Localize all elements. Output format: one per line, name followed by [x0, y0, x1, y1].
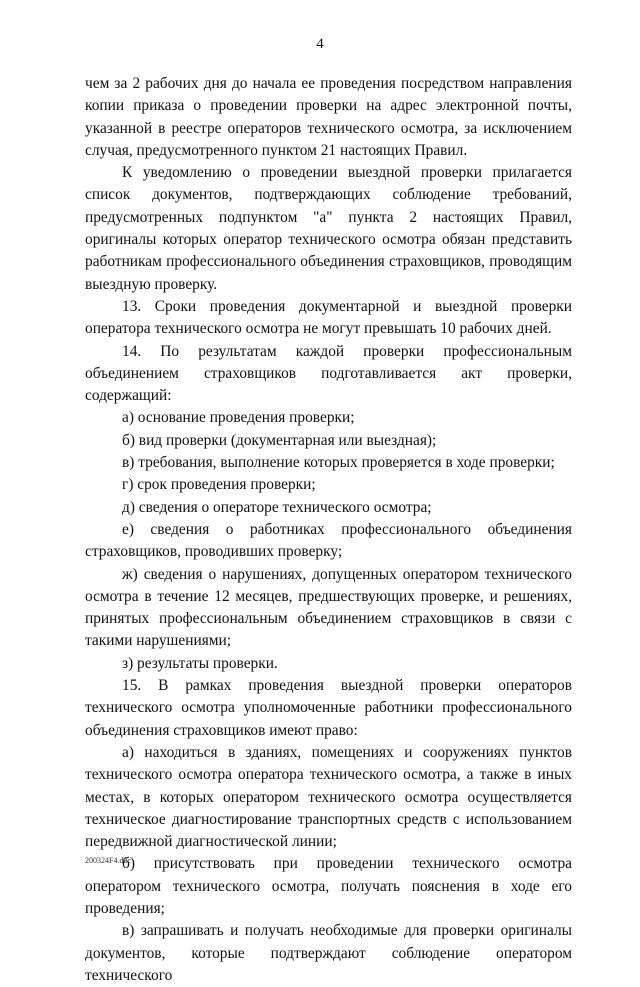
list-item-v: в) требования, выполнение которых проверяется в ходе проверки; — [122, 454, 555, 472]
list-item-a: а) основание проведения проверки; — [122, 409, 355, 427]
paragraph-13-terms: 13. Сроки проведения документарной и выездной проверки оператора технического осмотра не могут превышать 10 рабочих дней. — [85, 297, 572, 338]
paragraph-14-act: 14. По результатам каждой проверки профессиональным объединением страховщиков подготавливается акт проверки, содержащий: — [85, 342, 572, 405]
list-item-z: з) результаты проверки. — [122, 654, 278, 672]
paragraph-continuation: чем за 2 рабочих дня до начала ее проведения посредством направления копии приказа о проведении проверки на адрес электронной почты, указанной в реестре операторов технического осмотра, за исключением случая, предусмотренного пунктом 21 настоящих Правил. — [85, 75, 572, 159]
paragraph-attachment-list: К уведомлению о проведении выездной проверки прилагается список документов, подтверждающих соблюдение требований, предусмотренных подпунктом "а" пункта 2 настоящих Правил, оригиналы которых оператор технического осмотра обязан представить работникам профессионального объединения страховщиков, проводящим выездную проверку. — [85, 164, 572, 293]
rights-item-a: а) находиться в зданиях, помещениях и сооружениях пунктов технического осмотра оператора технического осмотра, а также в иных местах, в которых оператором технического осмотра осуществляется техническое диагностирование транспортных средств с использованием передвижной диагностической линии; — [85, 743, 572, 851]
file-name-footer: 200324F4.doc — [85, 856, 131, 865]
list-item-e: е) сведения о работниках профессионального объединения страховщиков, проводивших проверку; — [85, 520, 572, 561]
rights-item-v: в) запрашивать и получать необходимые для проверки оригиналы документов, которые подтверждают соблюдение оператором технического — [85, 922, 572, 984]
rights-item-b: б) присутствовать при проведении технического осмотра оператором технического осмотра, получать пояснения в ходе его проведения; — [85, 855, 572, 917]
list-item-zh: ж) сведения о нарушениях, допущенных оператором технического осмотра в течение 12 месяцев, предшествующих проверке, и решениях, принятых профессиональным объединением страховщиков в связи с такими нарушениями; — [85, 565, 572, 650]
list-item-g: г) срок проведения проверки; — [122, 476, 316, 494]
document-body — [85, 73, 572, 987]
paragraph-15-rights: 15. В рамках проведения выездной проверки операторов технического осмотра уполномоченные работники профессионального объединения страховщиков имеют право: — [85, 677, 572, 739]
list-item-b: б) вид проверки (документарная или выездная); — [122, 431, 437, 449]
page-number: 4 — [316, 36, 324, 52]
list-item-d: д) сведения о операторе технического осмотра; — [122, 498, 432, 516]
